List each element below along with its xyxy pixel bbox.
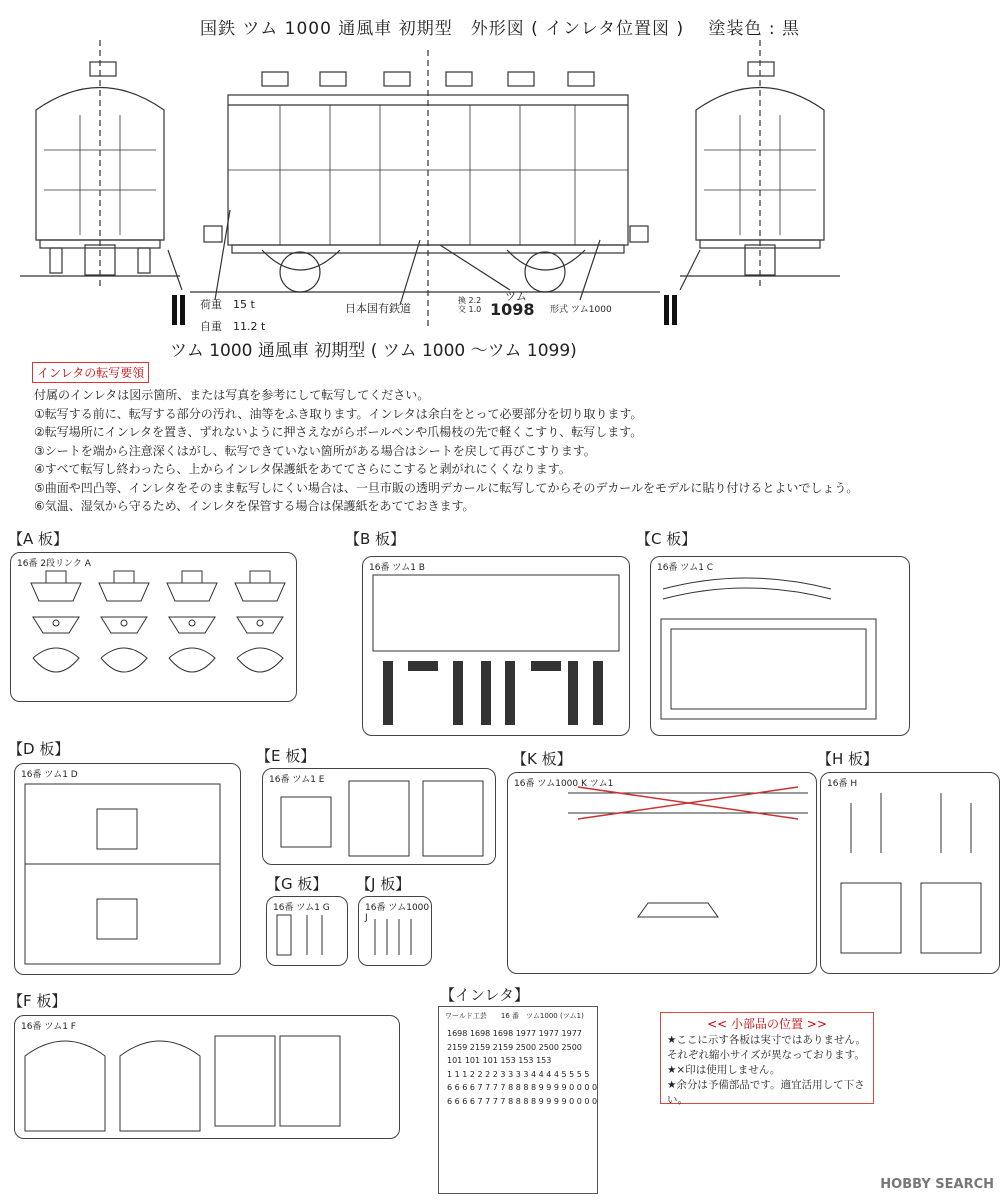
instructions-heading: インレタの転写要領: [32, 362, 149, 383]
decal-row: 6 6 6 6 7 7 7 7 8 8 8 8 9 9 9 9 0 0 0 0: [447, 1083, 598, 1092]
instruction-step: ④すべて転写し終わったら、上からインレタ保護紙をあててさらにこすると剥がれにくくなります。: [34, 462, 571, 476]
note-line: ★×印は使用しません。: [667, 1064, 781, 1076]
board-g-label: 【G 板】: [266, 875, 328, 893]
board-k-panel: [507, 772, 817, 974]
instruction-step: ①転写する前に、転写する部分の汚れ、油等をふき取ります。インレタは余白をとって必要部分を切り取ります。: [34, 406, 643, 421]
decal-header: ワールド工芸 16 番 ツム1000 (ツム1): [445, 1012, 584, 1020]
board-c-tag: 16番 ツム1 C: [657, 563, 714, 573]
instruction-step: 付属のインレタは図示箇所、または写真を参考にして転写してください。: [34, 388, 430, 402]
board-a-panel: [10, 552, 297, 702]
parts-note-box: [660, 1012, 874, 1104]
board-f-panel: [14, 1015, 400, 1139]
instruction-step: ③シートを端から注意深くはがし、転写できていない箇所がある場合はシートを戻して再びこすります。: [34, 443, 596, 458]
note-line: それぞれ縮小サイズが異なっております。: [667, 1049, 865, 1061]
board-e-label: 【E 板】: [256, 747, 316, 765]
instruction-step: ⑤曲面や凹凸等、インレタをそのまま転写しにくい場合は、一旦市販の透明デカールに転写してからそのデカールをモデルに貼り付けるとよいでしょう。: [34, 480, 859, 495]
instruction-step: ⑥気温、湿気から守るため、インレタを保管する場合は保護紙をあてておきます。: [34, 499, 475, 513]
board-d-label: 【D 板】: [8, 740, 70, 758]
board-b-tag: 16番 ツム1 B: [369, 563, 425, 573]
board-j-panel: [358, 896, 432, 966]
board-f-parts: [15, 1016, 399, 1138]
board-a-tag: 16番 2段リンク A: [17, 559, 91, 569]
board-f-tag: 16番 ツム1 F: [21, 1022, 76, 1032]
board-k-tag: 16番 ツム1000 K ツム1: [514, 779, 614, 789]
board-j-label: 【J 板】: [356, 875, 411, 893]
board-g-panel: [266, 896, 348, 966]
board-k-parts: [508, 773, 816, 973]
board-a-parts: [11, 553, 296, 701]
inspection-label: 換 2.2 交 1.0: [458, 296, 482, 314]
board-h-parts: [821, 773, 999, 973]
decal-sheet: [438, 1006, 598, 1194]
board-d-parts: [15, 764, 240, 974]
board-b-parts: [363, 557, 629, 735]
board-b-panel: [362, 556, 630, 736]
board-h-panel: [820, 772, 1000, 974]
board-e-tag: 16番 ツム1 E: [269, 775, 325, 785]
decal-row: 101 101 101 153 153 153: [447, 1056, 552, 1065]
car-outline-drawing: [0, 40, 1008, 340]
decal-row: 1698 1698 1698 1977 1977 1977: [447, 1029, 582, 1038]
car-class-label: ツム: [505, 290, 527, 303]
board-e-panel: [262, 768, 496, 865]
board-c-parts: [651, 557, 909, 735]
instruction-steps: [34, 386, 858, 516]
board-c-label: 【C 板】: [636, 530, 697, 548]
board-h-label: 【H 板】: [817, 750, 879, 768]
decal-row: 1 1 1 2 2 2 2 3 3 3 3 4 4 4 4 5 5 5 5: [447, 1069, 590, 1079]
load-weight-label: 荷重 15 t: [200, 298, 255, 311]
note-line: ★ここに示す各板は実寸ではありません。: [667, 1034, 867, 1046]
board-j-tag: 16番 ツム1000 J: [365, 903, 430, 923]
note-title: << 小部品の位置 >>: [707, 1017, 827, 1031]
form-label: 形式 ツム1000: [550, 305, 612, 315]
board-h-tag: 16番 H: [827, 779, 858, 789]
page-title: 国鉄 ツム 1000 通風車 初期型 外形図 ( インレタ位置図 ) 塗装色 : 黒: [200, 19, 801, 39]
board-f-label: 【F 板】: [8, 992, 67, 1010]
instruction-step: ②転写場所にインレタを置き、ずれないように押さえながらボールペンや爪楊枝の先で軽くこすり、転写します。: [34, 425, 643, 439]
decal-label: 【インレタ】: [440, 986, 530, 1004]
tare-weight-label: 自重 11.2 t: [200, 320, 266, 333]
owner-label: 日本国有鉄道: [345, 302, 411, 315]
note-line: ★余分は予備部品です。適宜活用して下さい。: [667, 1079, 865, 1106]
board-d-panel: [14, 763, 241, 975]
board-a-label: 【A 板】: [8, 530, 69, 548]
decal-row: 6 6 6 6 7 7 7 7 8 8 8 8 9 9 9 9 0 0 0 0: [447, 1096, 598, 1106]
decal-row: 2159 2159 2159 2500 2500 2500: [447, 1042, 582, 1052]
board-k-label: 【K 板】: [512, 750, 572, 768]
board-c-panel: [650, 556, 910, 736]
board-b-label: 【B 板】: [345, 530, 406, 548]
board-d-tag: 16番 ツム1 D: [21, 770, 78, 780]
drawing-subtitle: ツム 1000 通風車 初期型 ( ツム 1000 ～ツム 1099): [170, 341, 577, 361]
watermark: HOBBY SEARCH: [880, 1177, 994, 1192]
car-number-label: 1098: [490, 300, 535, 319]
board-g-tag: 16番 ツム1 G: [273, 903, 330, 913]
